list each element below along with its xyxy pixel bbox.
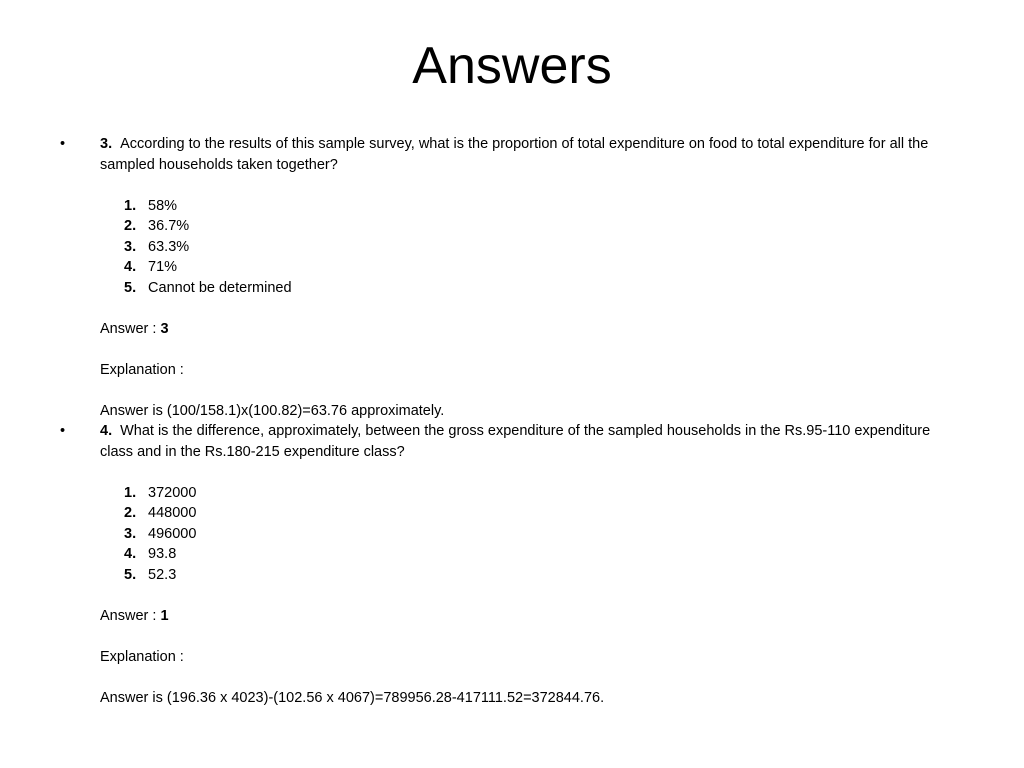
spacer [100,175,960,196]
answer-value: 3 [160,320,169,337]
answer-label: Answer : [100,607,161,624]
slide-content [60,134,960,708]
question-item-4 [60,421,960,708]
option-number: 4. [124,259,137,275]
option-text: 448000 [148,505,197,521]
answer-line [100,606,960,627]
answer-value: 1 [160,607,169,624]
option-item [124,278,960,299]
option-number: 1. [124,484,137,501]
option-text: 372000 [148,484,197,501]
option-item [124,216,960,237]
option-list [100,483,960,586]
spacer [100,667,960,688]
option-item [124,565,960,586]
option-list [100,196,960,299]
spacer [100,585,960,606]
option-text: 496000 [148,525,197,542]
explanation-text: Answer is (100/158.1)x(100.82)=63.76 approximately. [100,402,445,419]
option-item [124,237,960,258]
question-item-3 [60,134,960,421]
option-item [124,196,960,217]
bullet-icon: • [60,423,66,439]
option-item [124,524,960,545]
option-text: 36.7% [148,218,190,234]
question-number: 3. [100,136,113,152]
option-text: 93.8 [148,546,177,562]
option-number: 3. [124,525,137,542]
option-item [124,503,960,524]
spacer [100,380,960,401]
spacer [100,462,960,483]
option-text: 58% [148,197,178,214]
spacer [100,339,960,360]
option-item [124,483,960,504]
option-number: 3. [124,238,137,255]
question-body: What is the difference, approximately, between the gross expenditure of the sampled households in the Rs.95-110 expenditure class and in the Rs.180-215 expenditure class? [100,423,931,460]
spacer [100,626,960,647]
explanation-label: Explanation : [100,361,184,378]
explanation-label: Explanation : [100,648,184,665]
option-text: 52.3 [148,566,177,583]
explanation-text: Answer is (196.36 x 4023)-(102.56 x 4067)=789956.28-417111.52=372844.76. [100,689,605,706]
option-item [124,544,960,565]
option-number: 4. [124,546,137,562]
question-number: 4. [100,423,113,439]
answer-label: Answer : [100,320,161,337]
question-text [100,134,960,175]
option-item [124,257,960,278]
option-text: 71% [148,259,178,275]
option-number: 2. [124,218,137,234]
option-number: 5. [124,566,137,583]
option-number: 1. [124,197,137,214]
option-number: 2. [124,505,137,521]
option-text: 63.3% [148,238,190,255]
bullet-icon: • [60,136,66,152]
question-body: According to the results of this sample survey, what is the proportion of total expenditure on food to total expenditure for all the sampled households taken together? [100,136,929,173]
option-text: Cannot be determined [148,279,292,296]
answer-line [100,319,960,340]
spacer [100,298,960,319]
question-text [100,421,960,462]
slide-title: Answers [412,37,612,95]
option-number: 5. [124,279,137,296]
